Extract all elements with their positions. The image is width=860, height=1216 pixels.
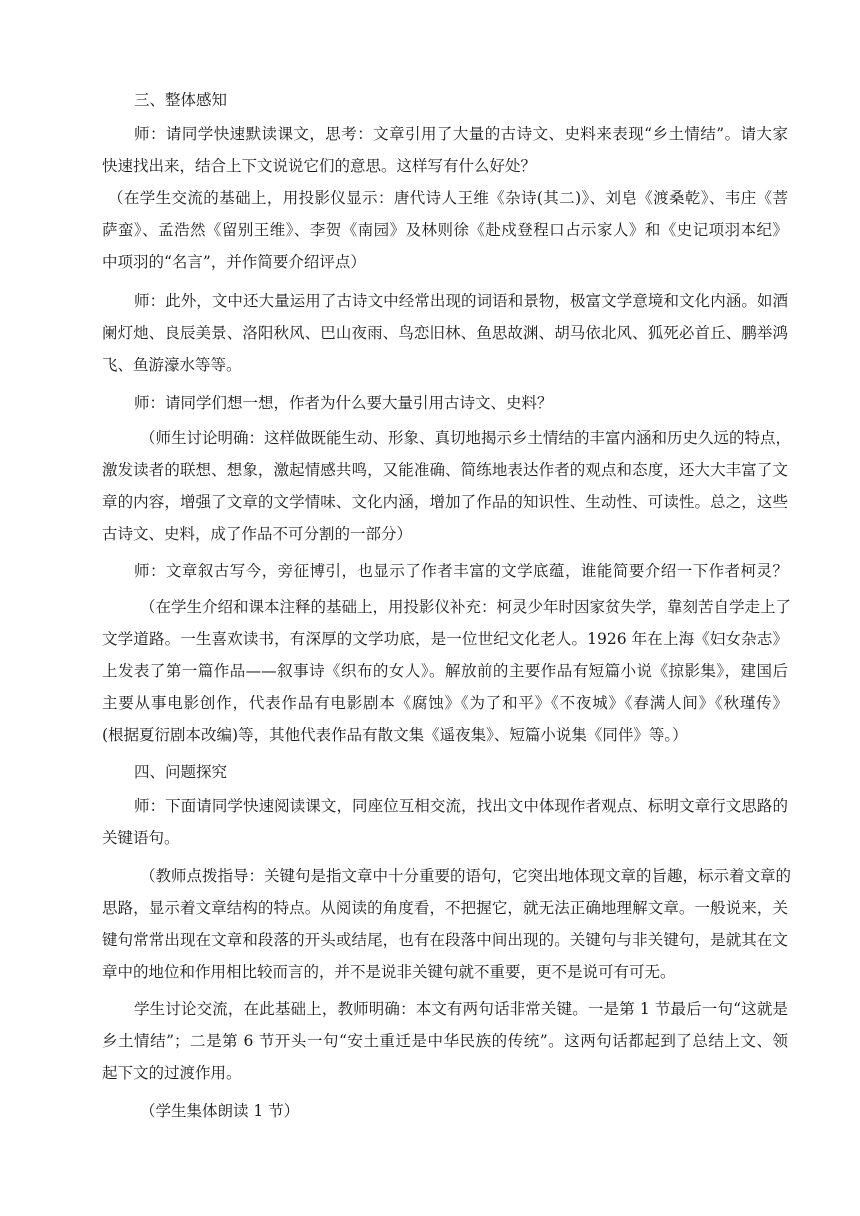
paragraph-line: 快速找出来，结合上下文说说它们的意思。这样写有什么好处？ [102, 157, 537, 175]
paragraph-line: （教师点拨指导：关键句是指文章中十分重要的语句，它突出地体现文章的旨趣，标示着文章的 [140, 867, 792, 885]
paragraph-line: （师生讨论明确：这样做既能生动、形象、真切地揭示乡土情结的丰富内涵和历史久远的特点， [140, 429, 792, 447]
paragraph-line: 起下文的过渡作用。 [102, 1064, 242, 1082]
paragraph-line: 章的内容，增强了文章的文学情味、文化内涵，增加了作品的知识性、生动性、可读性。总之，这些 [102, 493, 788, 511]
paragraph-line: 萨蛮》、孟浩然《留别王维》、李贺《南园》及林则徐《赴戍登程口占示家人》和《史记项羽本纪》 [102, 221, 788, 239]
paragraph-line: 上发表了第一篇作品——叙事诗《织布的女人》。解放前的主要作品有短篇小说《掠影集》，建国后 [102, 662, 788, 680]
paragraph-line: 乡土情结”；二是第 6 节开头一句“安土重迁是中华民族的传统”。这两句话都起到了总结上文、领 [102, 1032, 788, 1050]
paragraph-line: 师：文章叙古写今，旁征博引，也显示了作者丰富的文学底蕴，谁能简要介绍一下作者柯灵？ [134, 562, 788, 580]
paragraph-line: 阑灯灺、良辰美景、洛阳秋风、巴山夜雨、鸟恋旧林、鱼思故渊、胡马依北风、狐死必首丘、鹏举鸿 [102, 324, 788, 342]
paragraph-line: （在学生介绍和课本注释的基础上，用投影仪补充：柯灵少年时因家贫失学，靠刻苦自学走上了 [140, 598, 792, 616]
paragraph-line: （学生集体朗读 1 节） [140, 1102, 300, 1120]
paragraph-line: 学生讨论交流，在此基础上，教师明确：本文有两句话非常关键。一是第 1 节最后一句“这就是 [134, 1000, 788, 1018]
section-heading: 三、整体感知 [134, 91, 228, 109]
paragraph-line: 师：此外，文中还大量运用了古诗文中经常出现的词语和景物，极富文学意境和文化内涵。如酒 [134, 292, 788, 310]
paragraph-line: 思路，显示着文章结构的特点。从阅读的角度看，不把握它，就无法正确地理解文章。一般说来，关 [102, 899, 788, 917]
paragraph-line: 章中的地位和作用相比较而言的，并不是说非关键句就不重要，更不是说可有可无。 [102, 963, 676, 981]
paragraph-line: 主要从事电影创作，代表作品有电影剧本《腐蚀》《为了和平》《不夜城》《春满人间》《秋瑾传》 [102, 694, 788, 712]
paragraph-line: (根据夏衍剧本改编)等，其他代表作品有散文集《遥夜集》、短篇小说集《同伴》等。） [102, 726, 688, 744]
paragraph-line: 激发读者的联想、想象，激起情感共鸣，又能准确、简练地表达作者的观点和态度，还大大丰富了文 [102, 461, 788, 479]
paragraph-line: 关键语句。 [102, 829, 180, 847]
paragraph-line: 师：请同学快速默读课文，思考：文章引用了大量的古诗文、史料来表现“乡土情结”。请大家 [134, 125, 788, 143]
paragraph-line: 古诗文、史料，成了作品不可分割的一部分） [102, 525, 413, 543]
paragraph-line: 文学道路。一生喜欢读书，有深厚的文学功底，是一位世纪文化老人。1926 年在上海《妇女杂志》 [102, 630, 788, 648]
paragraph-line: 中项羽的“名言”，并作简要介绍评点） [102, 253, 366, 271]
paragraph-line: （在学生交流的基础上，用投影仪显示：唐代诗人王维《杂诗(其二)》、刘皂《渡桑乾》、韦庄《菩 [108, 189, 788, 207]
paragraph-line: 师：请同学们想一想，作者为什么要大量引用古诗文、史料？ [134, 394, 553, 412]
paragraph-line: 键句常常出现在文章和段落的开头或结尾，也有在段落中间出现的。关键句与非关键句，是就其在文 [102, 931, 788, 949]
paragraph-line: 师：下面请同学快速阅读课文，同座位互相交流，找出文中体现作者观点、标明文章行文思路的 [134, 797, 788, 815]
section-heading: 四、问题探究 [134, 763, 228, 781]
paragraph-line: 飞、鱼游濠水等等。 [102, 356, 242, 374]
